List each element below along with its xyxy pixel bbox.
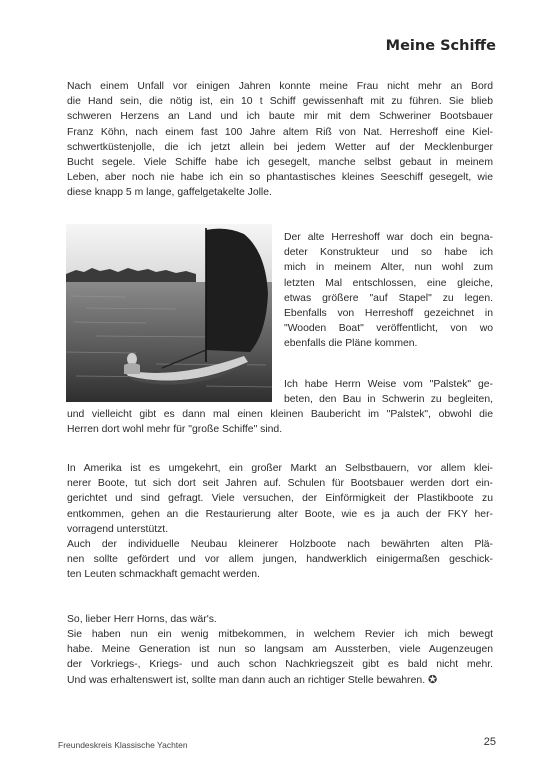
text-line: ten Leuten schmackhaft gemacht werden.	[67, 569, 260, 581]
text-line: In Amerika ist es umgekehrt, ein großer Markt an Selbstbauern, vor allem klei-	[67, 463, 493, 474]
text-line: mich in meinem Alter, nun wohl zum	[284, 262, 493, 274]
text-line: Nach einem Unfall vor einigen Jahren konnte meine Frau nicht mehr an Bord	[67, 81, 493, 92]
paragraph-3	[284, 377, 493, 407]
sailboat-photo	[66, 224, 272, 402]
text-line: der Vorkriegs-, Kriegs- und auch schon Nachkriegszeit gibt es bald nicht mehr.	[67, 659, 493, 671]
text-line: und vielleicht gibt es dann mal einen kleinen Baubericht im "Palstek", obwohl die	[67, 409, 493, 420]
text-line: Franz Köhn, nach einem fast 100 Jahre altem Riß von Nat. Herreshoff eine Kiel-	[67, 126, 493, 138]
text-line: entkommen, gehen an die Restaurierung alter Boote, wie es ja auch der FKY her-	[67, 508, 493, 520]
text-line: gerichtet und sind gefragt. Viele versuchen, der Einförmigkeit der Plastikboote zu	[67, 493, 493, 505]
text-line: etwas größere "auf Stapel" zu legen.	[284, 292, 493, 304]
text-line: Bucht segele. Viele Schiffe habe ich gesegelt, manche selbst gebaut in meinem	[67, 157, 493, 169]
text-line-content: Und was erhaltenswert ist, sollte man dann auch an richtiger Stelle bewahren.	[67, 674, 426, 686]
text-line: So, lieber Herr Horns, das wär's.	[67, 614, 217, 625]
text-line: schweren Herzens an Land und ich baute mir mit dem Schweriner Bootsbauer	[67, 111, 493, 123]
page-title: Meine Schiffe	[385, 38, 496, 54]
text-line: diese knapp 5 m lange, gaffelgetakelte Jolle.	[67, 187, 272, 199]
end-mark-icon: ✪	[427, 673, 438, 686]
text-line: Ebenfalls von Herreshoff gezeichnet in	[284, 308, 493, 320]
paragraph-7	[67, 627, 493, 688]
page-number: 25	[483, 736, 496, 748]
text-line: Leben, aber noch nie habe ich ein so phantastisches kleines Seeschiff gesegelt, wie	[67, 172, 493, 184]
text-line: beten, den Bau in Schwerin zu begleiten,	[284, 394, 493, 406]
text-line: Auch der individuelle Neubau kleinerer Holzboote nach bewährten alten Plä-	[67, 539, 493, 550]
text-line: deter Konstrukteur und so habe ich	[284, 247, 493, 259]
paragraph-4	[67, 461, 493, 537]
footer-publication: Freundeskreis Klassische Yachten	[58, 740, 188, 750]
paragraph-2	[284, 230, 493, 352]
text-line: Ich habe Herrn Weise vom "Palstek" ge-	[284, 379, 493, 390]
paragraph-3-continued	[67, 407, 493, 437]
text-line: ebenfalls die Pläne kommen.	[284, 338, 418, 350]
text-line	[67, 673, 493, 688]
text-line: letzten Mal entschlossen, eine gleiche,	[284, 277, 493, 289]
paragraph-1	[67, 79, 493, 201]
text-line: schwertküstenjolle, die ich jetzt allein bei jedem Wetter auf der Mecklenburger	[67, 141, 493, 153]
text-line: Sie haben nun ein wenig mitbekommen, in welchem Revier ich mich bewegt	[67, 629, 493, 640]
text-line: "Wooden Boat" veröffentlicht, von wo	[284, 323, 493, 335]
paragraph-5	[67, 537, 493, 583]
text-line: nerer Boote, tut sich dort seit Jahren auf. Schulen für Bootsbauer werden dort ein-	[67, 478, 493, 490]
text-line: habe. Meine Generation ist nun so langsam am Aussterben, viele Augenzeugen	[67, 644, 493, 656]
text-line: vorragend unterstützt.	[67, 523, 169, 535]
text-line: Herren dort wohl mehr für "große Schiffe" sind.	[67, 424, 283, 436]
text-line: nen sollte gefördert und vor allem jungen, handwerklich einigermaßen geschick-	[67, 554, 493, 566]
text-line: die Hand sein, die nötig ist, ein 10 t Schiff gewissenhaft mit zu führen. Sie blieb	[67, 96, 493, 108]
paragraph-6	[67, 612, 493, 627]
text-line: Der alte Herreshoff war doch ein begna-	[284, 232, 493, 243]
